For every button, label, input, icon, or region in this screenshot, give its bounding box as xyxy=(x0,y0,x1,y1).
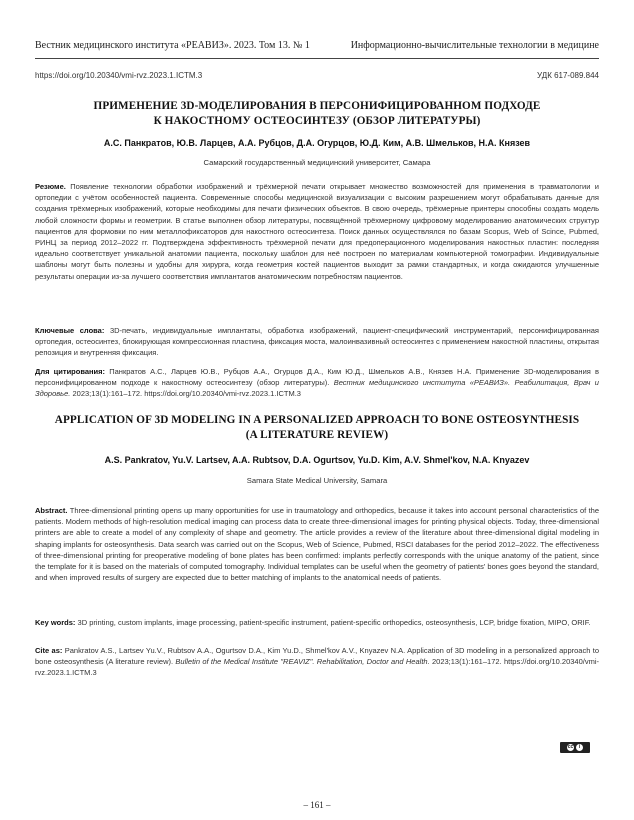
en-title-line2: (A LITERATURE REVIEW) xyxy=(245,429,389,441)
ru-abstract xyxy=(35,181,599,282)
en-keywords-text: 3D printing, custom implants, image processing, patient-specific instrument, patient-specific orthopedics, osteosynthesis, LCP, bridge fixation, MIPO, ORIF. xyxy=(77,618,591,627)
en-citation xyxy=(35,645,599,679)
en-cite-tail[interactable]: 2023;13(1):161–172. https://doi.org/10.20340/vmi-rvz.2023.1.ICTM.3 xyxy=(35,657,599,678)
en-abstract xyxy=(35,505,599,583)
article-meta xyxy=(35,71,599,80)
ru-cite-journal: Вестник медицинского института «РЕАВИЗ». Реабилитация, Врач и Здоровье. xyxy=(35,378,599,399)
en-keywords-label: Key words: xyxy=(35,618,76,627)
en-affiliation: Samara State Medical University, Samara xyxy=(246,476,388,485)
by-person-icon: i xyxy=(576,744,583,751)
en-cite-label: Cite as: xyxy=(35,646,63,655)
ru-authors: А.С. Панкратов, Ю.В. Ларцев, А.А. Рубцов, Д.А. Огурцов, Ю.Д. Ким, А.В. Шмельков, Н.А. Князев xyxy=(103,138,531,148)
ru-cite-tail[interactable]: 2023;13(1):161–172. https://doi.org/10.20340/vmi-rvz.2023.1.ICTM.3 xyxy=(72,389,301,399)
ru-cite-text: Панкратов А.С., Ларцев Ю.В., Рубцов А.А., Огурцов Д.А., Ким Ю.Д., Шмельков А.В., Князев Н.А. Применение 3D-моделирования в персонифицированном подходе к накостному остеосинтезу (обзор литературы). xyxy=(35,367,599,388)
ru-keywords-text: 3D-печать, индивидуальные имплантаты, обработка изображений, пациент-специфический инструментарий, персонифицированная ортопедия, остеосинтез, блокирующая компрессионная пластина, фиксация моста, малоинвазивный остеосинтез с применением накостной пластины, открытая репозиция и внутренняя фиксация. xyxy=(35,326,599,358)
en-keywords xyxy=(35,617,599,628)
running-header xyxy=(35,40,599,60)
header-divider xyxy=(35,58,599,59)
ru-citation xyxy=(35,366,599,400)
ru-keywords-label: Ключевые слова: xyxy=(35,326,105,335)
en-authors: A.S. Pankratov, Yu.V. Lartsev, A.A. Rubtsov, D.A. Ogurtsov, Yu.D. Kim, A.V. Shmel'kov, N.A. Knyazev xyxy=(104,455,530,465)
page-number: – 161 – xyxy=(303,800,331,810)
en-title xyxy=(40,413,594,443)
en-abstract-label: Abstract. xyxy=(35,506,68,515)
en-cite-text: Pankratov A.S., Lartsev Yu.V., Rubtsov A.A., Ogurtsov D.A., Kim Yu.D., Shmel'kov A.V., Knyazev N.A. Application of 3D modeling in a personalized approach to bone osteosynthesis (A literature review). xyxy=(35,646,600,667)
journal-section: Информационно-вычислительные технологии в медицине xyxy=(350,40,599,51)
doi-link[interactable]: https://doi.org/10.20340/vmi-rvz.2023.1.ICTM.3 xyxy=(35,71,203,80)
ru-cite-label: Для цитирования: xyxy=(35,367,106,376)
cc-circle-icon: cc xyxy=(567,744,574,750)
ru-abstract-text: Появление технологии обработки изображений и трёхмерной печати открывает множество возможностей для применения в травматологии и ортопедии с учётом особенностей пациента. Современные способы медицинской визуализации с высоким разрешением могут обрабатывать данные для создания трёхмерных изображений, которые необходимы для печати физических объектов. В свою очередь, трёхмерные принтеры способны создать модель любой сложности формы и геометрии. В статье выполнен обзор литературы, посвящённой трёхмерному цифровому моделированию анатомических структур пациентов для формовки по ним металлофиксаторов для накостного остеосинтеза. Поиск данных осуществлялся по базам Scopus, Web of Scince, Pubmed, РИНЦ за период 2012–2022 гг. Подтверждена эффективность трёхмерной печати для предоперационного моделирования накостных пластин: последняя идеально соответствует уникальной анатомии пациента, поскольку шаблон для неё построен по материалам компьютерной томографии. Индивидуальные шаблоны могут быть полезны и удобны для хирурга, когда геометрия костей пациентов выходит за рамки стандартных, и когда ожидаются улучшенные результаты операции из-за лучшего соответствия имплантатов анатомическим потребностям пациентов. xyxy=(35,182,599,281)
journal-issue: Вестник медицинского института «РЕАВИЗ». 2023. Том 13. № 1 xyxy=(35,40,310,51)
en-title-line1: APPLICATION OF 3D MODELING IN A PERSONALIZED APPROACH TO BONE OSTEOSYNTHESIS xyxy=(54,414,580,426)
ru-affiliation: Самарский государственный медицинский университет, Самара xyxy=(203,158,431,167)
cc-by-icon xyxy=(560,742,590,753)
ru-title-line1: ПРИМЕНЕНИЕ 3D-МОДЕЛИРОВАНИЯ В ПЕРСОНИФИЦИРОВАННОМ ПОДХОДЕ xyxy=(93,100,541,112)
ru-keywords xyxy=(35,325,599,359)
ru-title-line2: К НАКОСТНОМУ ОСТЕОСИНТЕЗУ (ОБЗОР ЛИТЕРАТУРЫ) xyxy=(153,115,481,127)
udk-code: УДК 617-089.844 xyxy=(537,71,599,80)
en-cite-journal: Bulletin of the Medical Institute "REAVIZ". Rehabilitation, Doctor and Health. xyxy=(175,657,430,667)
en-abstract-text: Three-dimensional printing opens up many opportunities for use in traumatology and orthopedics, because it takes into account personal characteristics of the patients. Modern methods of high-resolution medical imaging can process data to create three-dimensional images for printing physical objects. Today, three-dimensional printers are able to create a model of any complexity of shape and geometry. The article provides a review of the literature about three-dimensional digital modeling in shaping implants for osteosynthesis. Data search was carried out on the Scopus, Web of Science, Pubmed, RSCI databases for the period 2012–2022. The effectiveness of three-dimensional printing for preoperative modeling of bone plates has been confirmed: implants perfectly corresponds with the unique anatomy of the patient, since the template for it is based on the materials of computed tomography. Individual templates can be useful when the geometry of patients' bones goes beyond the standard, and when improved results of surgery are expected due to better matching of implants to the anatomical needs of patients. xyxy=(35,506,599,583)
ru-abstract-label: Резюме. xyxy=(35,182,66,191)
ru-title xyxy=(40,99,594,129)
